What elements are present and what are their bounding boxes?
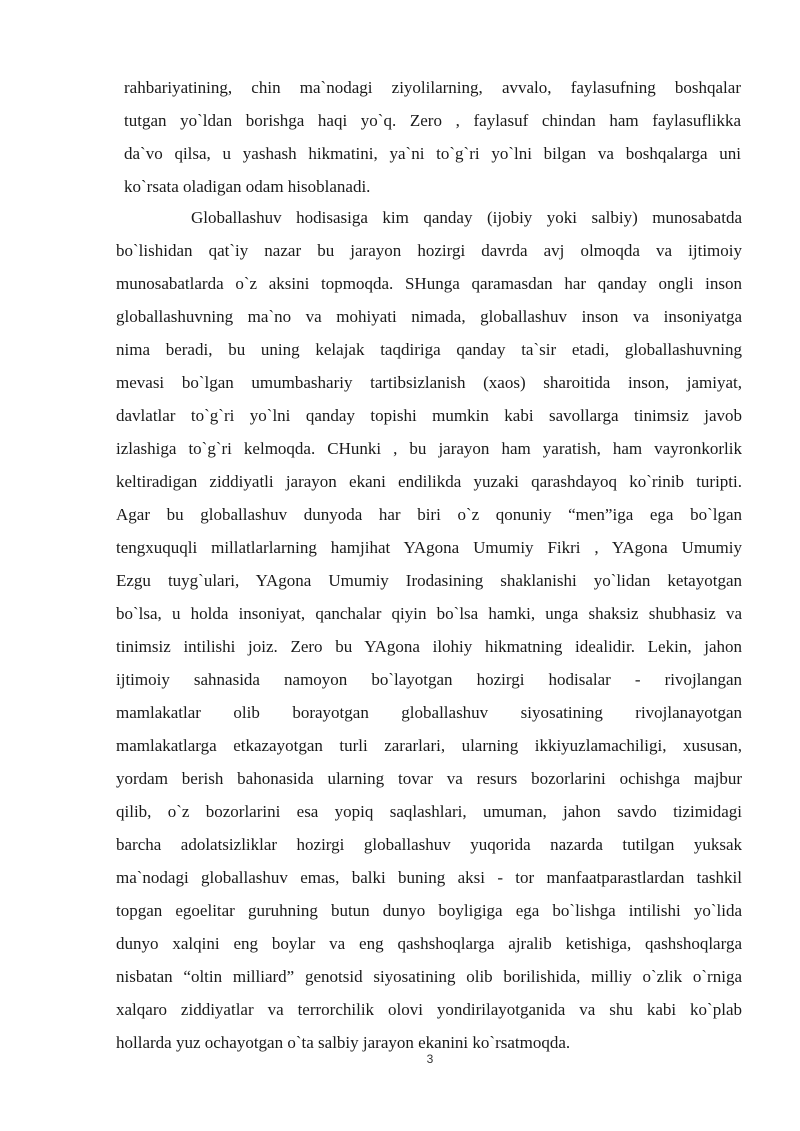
text-line: davlatlar to`g`ri yo`lni qanday topishi mumkin kabi savollarga tinimsiz javob: [116, 406, 742, 425]
text-line: topgan egoelitar guruhning butun dunyo boyligiga ega bo`lishga intilishi yo`lida: [116, 901, 742, 920]
text-line: mevasi bo`lgan umumbashariy tartibsizlanish (xaos) sharoitida inson, jamiyat,: [116, 373, 742, 392]
text-line: xalqaro ziddiyatlar va terrorchilik olovi yondirilayotganida va shu kabi ko`plab: [116, 1000, 742, 1019]
text-line: bo`lsa, u holda insoniyat, qanchalar qiyin bo`lsa hamki, unga shaksiz shubhasiz va: [116, 604, 742, 623]
text-line: barcha adolatsizliklar hozirgi globallashuv yuqorida nazarda tutilgan yuksak: [116, 835, 742, 854]
text-line: Globallashuv hodisasiga kim qanday (ijobiy yoki salbiy) munosabatda: [191, 208, 742, 227]
text-line: Agar bu globallashuv dunyoda har biri o`z qonuniy “men”iga ega bo`lgan: [116, 505, 742, 524]
text-line: mamlakatlarga etkazayotgan turli zararlari, ularning ikkiyuzlamachiligi, xususan,: [116, 736, 742, 755]
text-line: rahbariyatining, chin ma`nodagi ziyolilarning, avvalo, faylasufning boshqalar: [124, 78, 741, 97]
text-line: nima beradi, bu uning kelajak taqdiriga qanday ta`sir etadi, globallashuvning: [116, 340, 742, 359]
text-line: munosabatlarda o`z aksini topmoqda. SHunga qaramasdan har qanday ongli inson: [116, 274, 742, 293]
text-line: qilib, o`z bozorlarini esa yopiq saqlashlari, umuman, jahon savdo tizimidagi: [116, 802, 742, 821]
text-line: tutgan yo`ldan borishga haqi yo`q. Zero , faylasuf chindan ham faylasuflikka: [124, 111, 741, 130]
text-line: izlashiga to`g`ri kelmoqda. CHunki , bu jarayon ham yaratish, ham vayronkorlik: [116, 439, 742, 458]
text-line: tinimsiz intilishi joiz. Zero bu YAgona ilohiy hikmatning idealidir. Lekin, jahon: [116, 637, 742, 656]
text-line: bo`lishidan qat`iy nazar bu jarayon hozirgi davrda avj olmoqda va ijtimoiy: [116, 241, 742, 260]
text-line: keltiradigan ziddiyatli jarayon ekani endilikda yuzaki qarashdayoq ko`rinib turipti.: [116, 472, 742, 491]
text-line: Ezgu tuyg`ulari, YAgona Umumiy Irodasining shaklanishi yo`lidan ketayotgan: [116, 571, 742, 590]
text-line: tengxuquqli millatlarlarning hamjihat YAgona Umumiy Fikri , YAgona Umumiy: [116, 538, 742, 557]
text-line: da`vo qilsa, u yashash hikmatini, ya`ni to`g`ri yo`lni bilgan va boshqalarga uni: [124, 144, 741, 163]
text-line: globallashuvning ma`no va mohiyati nimada, globallashuv inson va insoniyatga: [116, 307, 742, 326]
text-line: ko`rsata oladigan odam hisoblanadi.: [124, 177, 371, 196]
main-paragraph: [116, 206, 744, 1052]
text-line: nisbatan “oltin milliard” genotsid siyosatining olib borilishida, milliy o`zlik o`rniga: [116, 967, 742, 986]
text-line: hollarda yuz ochayotgan o`ta salbiy jarayon ekanini ko`rsatmoqda.: [116, 1033, 571, 1052]
text-line: ma`nodagi globallashuv emas, balki buning aksi - tor manfaatparastlardan tashkil: [116, 868, 742, 887]
continuation-paragraph: [124, 76, 744, 196]
text-line: ijtimoiy sahnasida namoyon bo`layotgan hozirgi hodisalar - rivojlangan: [116, 670, 742, 689]
text-line: yordam berish bahonasida ularning tovar va resurs bozorlarini ochishga majbur: [116, 769, 742, 788]
page-number: 3: [426, 1052, 434, 1066]
text-line: mamlakatlar olib borayotgan globallashuv siyosatining rivojlanayotgan: [116, 703, 742, 722]
text-line: dunyo xalqini eng boylar va eng qashshoqlarga ajralib ketishiga, qashshoqlarga: [116, 934, 742, 953]
